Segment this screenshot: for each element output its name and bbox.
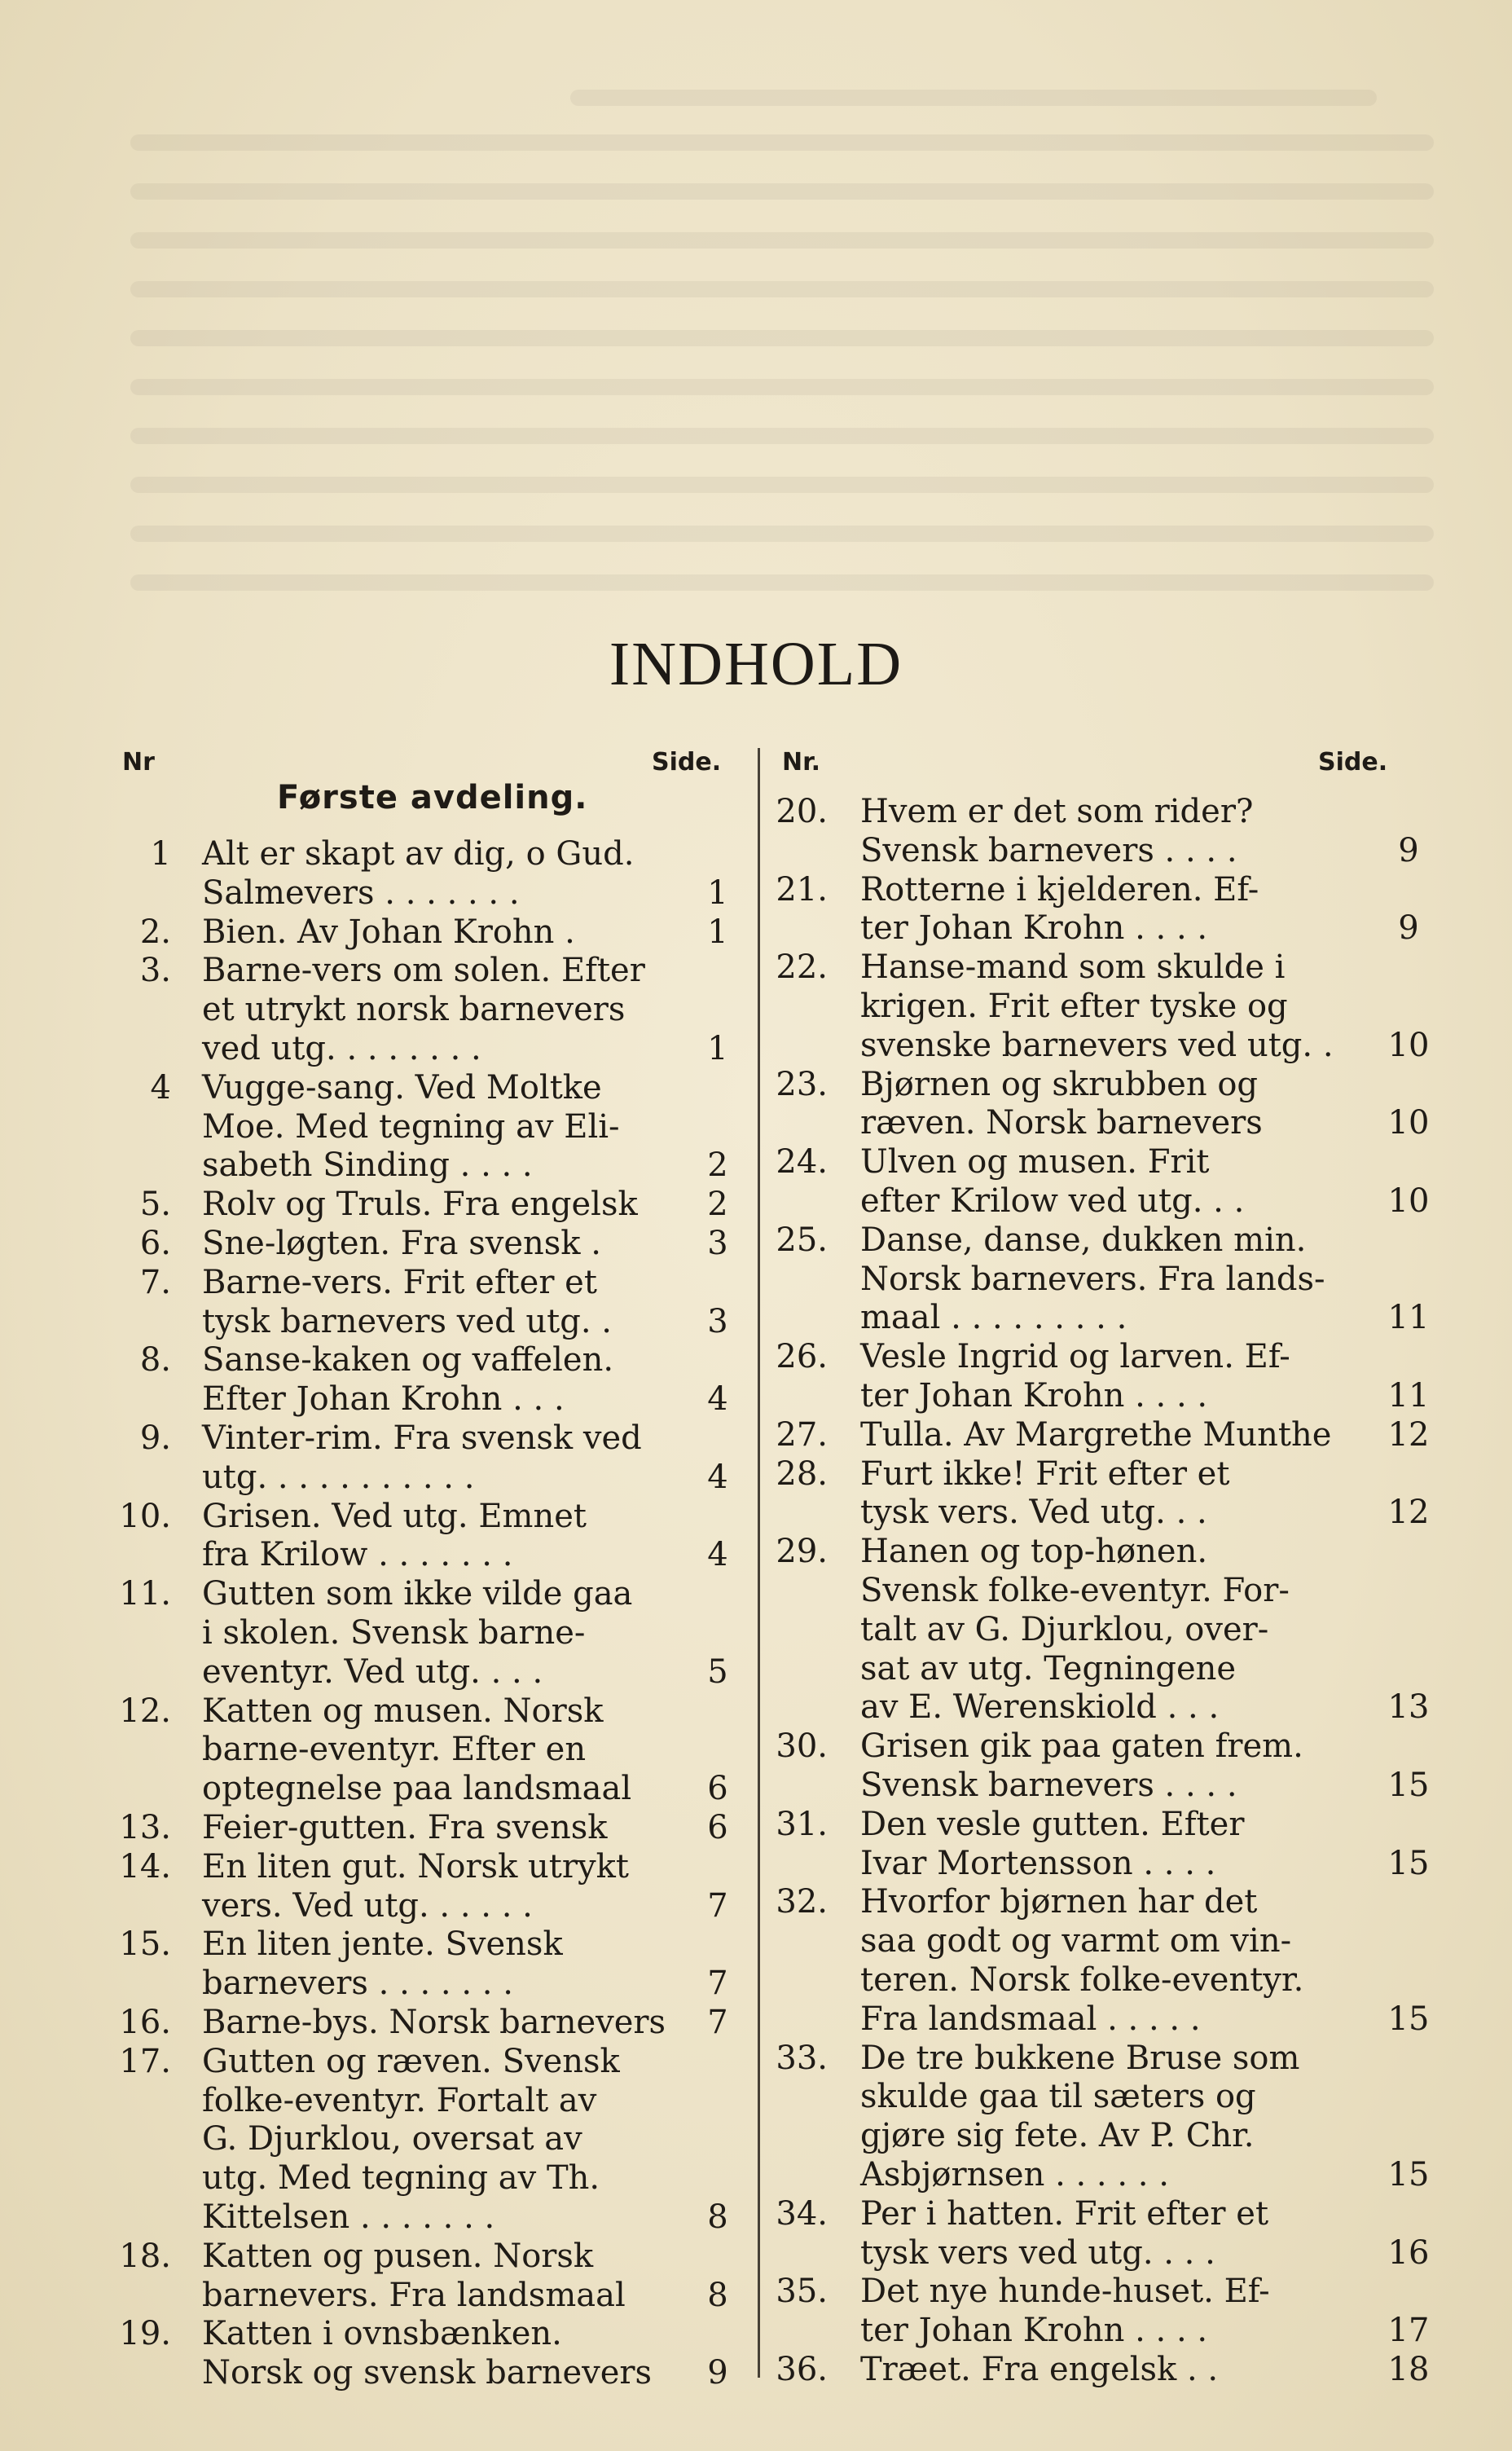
entry-title-line: sat av utg. Tegningene (860, 1649, 1237, 1688)
entry-title-line: barne-eventyr. Efter en (202, 1731, 587, 1769)
entry-title-line: Svensk barnevers . . . . (860, 831, 1237, 869)
entry-number: 30. (776, 1727, 828, 1766)
entry-title-line: krigen. Frit efter tyske og (860, 988, 1288, 1025)
entry-title-line: ræven. Norsk barnevers (860, 1104, 1263, 1142)
entry-number: 25. (776, 1221, 828, 1259)
entry-page-number: 8 (707, 2276, 728, 2314)
entry-number: 22. (776, 948, 828, 987)
entry-title-line: Det nye hunde-huset. Ef- (860, 2273, 1270, 2311)
entry-page-number: 9 (1398, 909, 1419, 948)
entry-title-line: fra Krilow . . . . . . . (202, 1536, 513, 1574)
entry-number: 26. (776, 1338, 828, 1376)
entry-title-line: G. Djurklou, oversat av (202, 2120, 582, 2158)
entry-title-line: av E. Werenskiold . . . (860, 1688, 1220, 1727)
entry-number: 32. (776, 1883, 828, 1921)
entry-page-number: 10 (1387, 1182, 1430, 1220)
entry-page-number: 2 (707, 1186, 728, 1224)
entry-title-line: Sanse-kaken og vaffelen. (202, 1341, 614, 1380)
entry-page-number: 11 (1387, 1377, 1430, 1415)
entry-page-number: 13 (1387, 1688, 1430, 1727)
entry-title-line: maal . . . . . . . . . (860, 1299, 1127, 1337)
entry-title-line: ter Johan Krohn . . . . (860, 909, 1208, 948)
entry-title-line: vers. Ved utg. . . . . . (202, 1886, 533, 1925)
entry-title-line: tysk vers ved utg. . . . (860, 2233, 1215, 2272)
entry-title-line: Per i hatten. Frit efter et (860, 2194, 1269, 2233)
entry-number: 10. (119, 1497, 171, 1535)
entry-title-line: Danse, danse, dukken min. (860, 1221, 1307, 1259)
entry-title-line: svenske barnevers ved utg. . (860, 1026, 1334, 1064)
entry-title-line: Vesle Ingrid og larven. Ef- (860, 1338, 1290, 1376)
entry-number: 29. (776, 1533, 828, 1571)
entry-title-line: ved utg. . . . . . . . (202, 1030, 481, 1067)
entry-page-number: 6 (707, 1770, 728, 1808)
entry-title-line: Vinter-rim. Fra svensk ved (202, 1419, 642, 1457)
entry-page-number: 15 (1387, 2000, 1430, 2038)
entry-title-line: Gutten som ikke vilde gaa (202, 1575, 633, 1613)
entry-page-number: 11 (1387, 1299, 1430, 1337)
entry-page-number: 1 (707, 913, 728, 951)
entry-number: 9. (139, 1419, 171, 1457)
entry-number: 5. (139, 1186, 171, 1224)
entry-page-number: 4 (707, 1458, 728, 1496)
entry-title-line: folke-eventyr. Fortalt av (202, 2081, 597, 2119)
entry-title-line: Bjørnen og skrubben og (860, 1065, 1259, 1103)
entry-title-line: Salmevers . . . . . . . (202, 873, 520, 912)
page-title: INDHOLD (609, 630, 903, 698)
entry-title-line: Hvorfor bjørnen har det (860, 1883, 1258, 1921)
entry-number: 8. (139, 1341, 171, 1380)
entry-title-line: Hvem er det som rider? (860, 793, 1254, 830)
entry-title-line: Efter Johan Krohn . . . (202, 1380, 565, 1419)
entry-title-line: tysk vers. Ved utg. . . (860, 1494, 1207, 1532)
entry-title-line: Barne-vers om solen. Efter (202, 952, 645, 990)
entry-page-number: 5 (707, 1652, 728, 1691)
entry-number: 24. (776, 1143, 828, 1181)
entry-title-line: Asbjørnsen . . . . . . (860, 2156, 1169, 2194)
entry-page-number: 4 (707, 1380, 728, 1419)
entry-title-line: Tulla. Av Margrethe Munthe (860, 1415, 1332, 1454)
entry-title-line: Sne-løgten. Fra svensk . (202, 1225, 601, 1262)
entry-title-line: teren. Norsk folke-eventyr. (860, 1961, 1304, 1999)
entry-page-number: 15 (1387, 2156, 1430, 2194)
entry-number: 31. (776, 1805, 828, 1843)
entry-title-line: De tre bukkene Bruse som (860, 2039, 1300, 2077)
entry-title-line: En liten jente. Svensk (202, 1925, 563, 1964)
entry-title-line: Norsk barnevers. Fra lands- (860, 1260, 1325, 1298)
entry-number: 11. (119, 1575, 171, 1613)
entry-title-line: Moe. Med tegning av Eli- (202, 1107, 620, 1146)
entry-page-number: 7 (707, 1886, 728, 1925)
entry-page-number: 10 (1387, 1026, 1430, 1064)
entry-title-line: Fra landsmaal . . . . . (860, 2000, 1201, 2038)
entry-title-line: Barne-bys. Norsk barnevers (202, 2004, 666, 2041)
entry-title-line: tysk barnevers ved utg. . (202, 1302, 612, 1340)
entry-title-line: Bien. Av Johan Krohn . (202, 913, 575, 951)
entry-page-number: 15 (1387, 1767, 1430, 1804)
entry-number: 12. (119, 1692, 171, 1730)
entry-page-number: 2 (707, 1146, 728, 1185)
entry-number: 36. (776, 2351, 828, 2388)
column-divider (758, 748, 760, 2378)
entry-title-line: Vugge-sang. Ved Moltke (202, 1068, 602, 1107)
entry-title-line: Hanse-mand som skulde i (860, 948, 1286, 987)
entry-title-line: Svensk folke-eventyr. For- (860, 1572, 1290, 1609)
entry-number: 20. (776, 793, 828, 830)
entry-title-line: ter Johan Krohn . . . . (860, 1377, 1208, 1415)
entry-number: 17. (119, 2042, 171, 2080)
entry-page-number: 4 (707, 1536, 728, 1574)
bleed-through-text (0, 0, 1512, 619)
entry-title-line: gjøre sig fete. Av P. Chr. (860, 2117, 1255, 2155)
entry-page-number: 12 (1387, 1415, 1430, 1454)
entry-title-line: eventyr. Ved utg. . . . (202, 1652, 543, 1691)
entry-page-number: 9 (1398, 831, 1419, 869)
side-header: Side. (652, 748, 722, 777)
entry-number: 16. (119, 2004, 171, 2041)
entry-title-line: En liten gut. Norsk utrykt (202, 1847, 629, 1886)
entry-title-line: talt av G. Djurklou, over- (860, 1610, 1269, 1648)
toc-left-column (0, 748, 756, 2392)
entry-title-line: Norsk og svensk barnevers (202, 2354, 653, 2392)
side-header: Side. (1318, 748, 1388, 777)
entry-page-number: 15 (1387, 1844, 1430, 1882)
entry-title-line: Kittelsen . . . . . . . (202, 2198, 495, 2236)
entry-page-number: 1 (707, 873, 728, 912)
entry-title-line: et utrykt norsk barnevers (202, 991, 626, 1029)
entry-number: 35. (776, 2273, 828, 2311)
entry-number: 34. (776, 2194, 828, 2233)
entry-page-number: 1 (707, 1030, 728, 1067)
entry-number: 21. (776, 870, 828, 909)
entry-number: 27. (776, 1415, 828, 1454)
entry-page-number: 18 (1387, 2351, 1430, 2388)
entry-title-line: Grisen gik paa gaten frem. (860, 1727, 1303, 1766)
entry-number: 15. (119, 1925, 171, 1964)
entry-title-line: barnevers . . . . . . . (202, 1965, 513, 2003)
entry-page-number: 7 (707, 2004, 728, 2041)
entry-title-line: Katten og pusen. Norsk (202, 2237, 594, 2275)
entry-title-line: skulde gaa til sæters og (860, 2078, 1256, 2116)
entry-page-number: 3 (707, 1302, 728, 1340)
entry-page-number: 16 (1387, 2233, 1430, 2272)
section-heading: Første avdeling. (277, 779, 588, 816)
entry-number: 23. (776, 1065, 828, 1103)
entry-title-line: Ulven og musen. Frit (860, 1143, 1210, 1181)
entry-title-line: barnevers. Fra landsmaal (202, 2276, 626, 2314)
entry-number: 28. (776, 1454, 828, 1493)
entry-page-number: 17 (1387, 2312, 1430, 2350)
entry-page-number: 12 (1387, 1494, 1430, 1532)
entry-number: 19. (119, 2315, 171, 2353)
entry-title-line: utg. . . . . . . . . . . (202, 1458, 475, 1496)
entry-title-line: Træet. Fra engelsk . . (860, 2351, 1219, 2388)
entry-title-line: Hanen og top-hønen. (860, 1533, 1208, 1571)
nr-header: Nr (122, 748, 155, 777)
entry-title-line: Svensk barnevers . . . . (860, 1767, 1237, 1804)
entry-page-number: 6 (707, 1809, 728, 1846)
entry-page-number: 10 (1387, 1104, 1430, 1142)
entry-page-number: 7 (707, 1965, 728, 2003)
entry-title-line: Grisen. Ved utg. Emnet (202, 1497, 587, 1535)
entry-number: 2. (139, 913, 171, 951)
entry-title-line: Katten og musen. Norsk (202, 1692, 604, 1730)
entry-title-line: Den vesle gutten. Efter (860, 1805, 1245, 1843)
entry-number: 1 (150, 835, 171, 873)
toc-right-column (761, 748, 1512, 2388)
entry-title-line: utg. Med tegning av Th. (202, 2159, 600, 2198)
entry-number: 14. (119, 1847, 171, 1886)
entry-number: 18. (119, 2237, 171, 2275)
entry-title-line: sabeth Sinding . . . . (202, 1146, 533, 1185)
entry-number: 33. (776, 2039, 828, 2077)
entry-page-number: 9 (707, 2354, 728, 2392)
entry-number: 13. (119, 1809, 171, 1846)
entry-title-line: Gutten og ræven. Svensk (202, 2042, 620, 2080)
entry-page-number: 3 (707, 1225, 728, 1262)
entry-title-line: Katten i ovnsbænken. (202, 2315, 562, 2353)
entry-title-line: Ivar Mortensson . . . . (860, 1844, 1216, 1882)
entry-title-line: ter Johan Krohn . . . . (860, 2312, 1208, 2350)
entry-title-line: Rotterne i kjelderen. Ef- (860, 870, 1259, 909)
entry-title-line: efter Krilow ved utg. . . (860, 1182, 1245, 1220)
entry-title-line: Barne-vers. Frit efter et (202, 1263, 597, 1301)
nr-header: Nr. (782, 748, 821, 777)
entry-page-number: 8 (707, 2198, 728, 2236)
entry-number: 3. (139, 952, 171, 990)
entry-title-line: Alt er skapt av dig, o Gud. (202, 835, 635, 873)
entry-number: 4 (150, 1068, 171, 1107)
entry-title-line: Rolv og Truls. Fra engelsk (202, 1186, 638, 1224)
entry-title-line: saa godt og varmt om vin- (860, 1922, 1292, 1960)
entry-number: 7. (139, 1263, 171, 1301)
entry-title-line: i skolen. Svensk barne- (202, 1614, 586, 1652)
entry-title-line: Feier-gutten. Fra svensk (202, 1809, 608, 1846)
entry-title-line: Furt ikke! Frit efter et (860, 1454, 1230, 1493)
entry-title-line: optegnelse paa landsmaal (202, 1770, 632, 1808)
entry-number: 6. (139, 1225, 171, 1262)
